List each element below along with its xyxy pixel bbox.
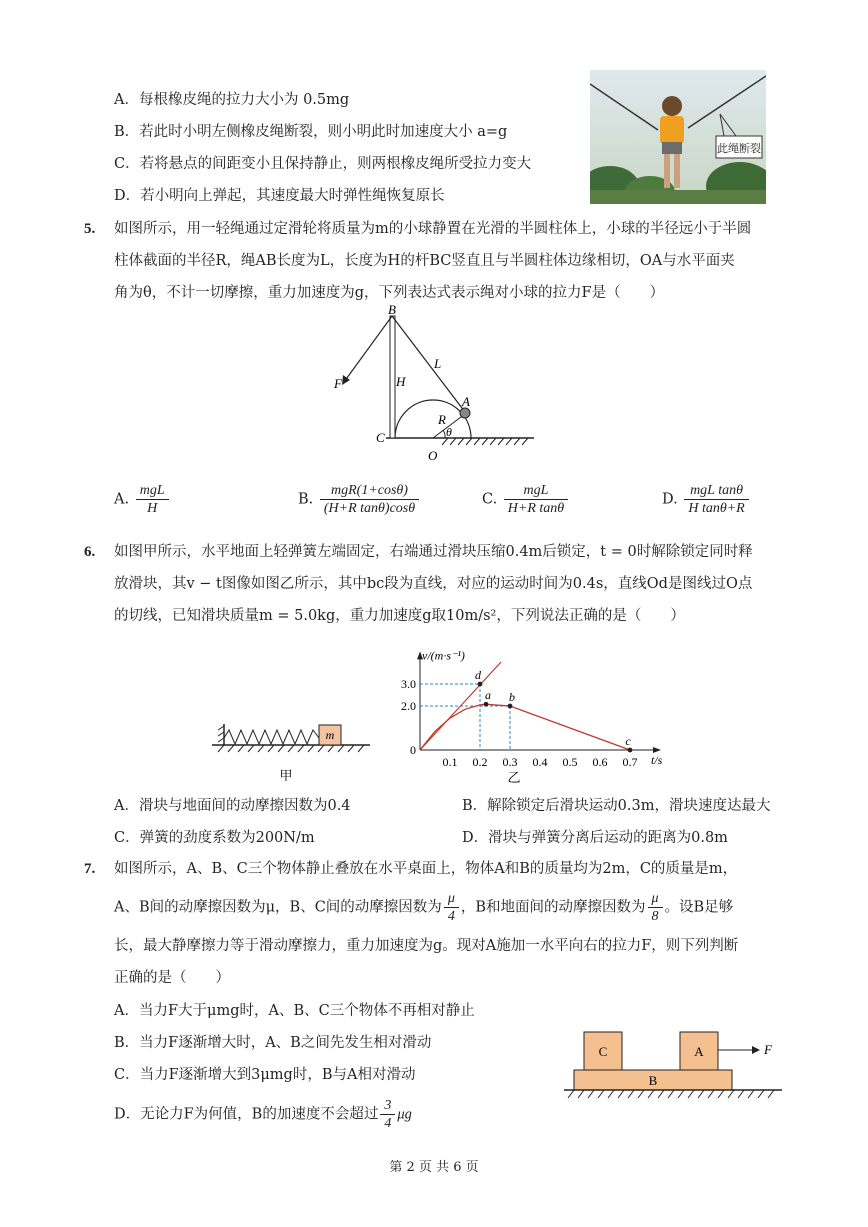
svg-text:A: A [462, 394, 470, 409]
point-label-a: a [485, 688, 491, 703]
x-tick-label: 0.5 [562, 755, 578, 769]
svg-text:R: R [438, 412, 446, 427]
bungee-photo [590, 70, 766, 204]
point-d [478, 682, 483, 687]
q5-line3: 角为θ，不计一切摩擦，重力加速度为g，下列表达式表示绳对小球的拉力F是（ ） [114, 285, 665, 301]
vt-curve [420, 704, 630, 750]
q7-option-d: D．无论力F为何值，B的加速度不会超过 $\frac{3}{4}$ μg [114, 1098, 412, 1131]
q7-line4: 正确的是（ ） [114, 970, 230, 986]
q5-figure [330, 302, 540, 464]
q5-option-d: D. $\frac{\text{mgL tanθ}}{\text{H tanθ+R}}$ [662, 482, 751, 517]
caption-jia: 甲 [279, 768, 293, 783]
y-tick-label: 3.0 [401, 677, 416, 691]
point-label-c: c [625, 734, 631, 748]
q7-line1: 如图所示，A、B、C三个物体静止叠放在水平桌面上，物体A和B的质量均为2m，C的质量是m， [114, 861, 738, 877]
point-label-b: b [509, 690, 515, 704]
x-tick-label: 0.7 [622, 755, 638, 769]
photo-callout: 此绳断裂 [717, 143, 761, 155]
q4-option-c: C．若将悬点的间距变小且保持静止，则两根橡皮绳所受拉力变大 [114, 156, 532, 172]
x-tick-label: 0.2 [472, 755, 488, 769]
svg-text:m: m [325, 728, 335, 742]
q5-option-b: B. $\frac{\text{mgR(1+cosθ)}}{\text{(H+R tanθ)cosθ}}$ [298, 482, 421, 517]
page-footer: 第 2 页 共 6 页 [389, 1160, 479, 1175]
x-tick-label: 0.6 [592, 755, 608, 769]
q5-option-c: C. $\frac{\text{mgL}}{\text{H+R tanθ}}$ [482, 482, 570, 517]
q6-spring-figure [210, 716, 380, 786]
svg-text:A: A [694, 1044, 704, 1059]
x-tick-label: 0.3 [502, 755, 518, 769]
q6-line2: 放滑块，其v − t图像如图乙所示，其中bc段为直线，对应的运动时间为0.4s，直线Od是图线过O点 [114, 576, 753, 592]
svg-text:B: B [388, 302, 396, 317]
point-c [628, 748, 633, 753]
q6-line1: 如图甲所示，水平地面上轻弹簧左端固定，右端通过滑块压缩0.4m后锁定，t = 0时解除锁定同时释 [114, 544, 753, 560]
q5-line1: 如图所示，用一轻绳通过定滑轮将质量为m的小球静置在光滑的半圆柱体上，小球的半径远小于半圆 [114, 221, 752, 237]
q7-line3: 长，最大静摩擦力等于滑动摩擦力，重力加速度为g。现对A施加一水平向右的拉力F，则下列判断 [114, 938, 739, 954]
q7-option-b: B．当力F逐渐增大时，A、B之间先发生相对滑动 [114, 1035, 432, 1051]
q7-option-c: C．当力F逐渐增大到3μmg时，B与A相对滑动 [114, 1067, 416, 1083]
q7-number: 7. [84, 861, 96, 877]
svg-text:C: C [598, 1044, 608, 1059]
x-axis-label: t/s [651, 753, 663, 767]
q7-line2: A、B间的动摩擦因数为μ，B、C间的动摩擦因数为 $\frac{\mu}{4}$ ，B和地面间的动摩擦因数为 $\frac{\mu}{8}$ 。设B足够 [114, 891, 734, 924]
q6-line3: 的切线，已知滑块质量m = 5.0kg，重力加速度g取10m/s²，下列说法正确的是（ ） [114, 608, 685, 624]
q6-option-b: B．解除锁定后滑块运动0.3m，滑块速度达最大 [462, 798, 771, 814]
y-axis-label: v/(m·s⁻¹) [422, 648, 465, 663]
svg-text:B: B [648, 1073, 658, 1088]
q7-option-a: A．当力F大于μmg时，A、B、C三个物体不再相对静止 [114, 1003, 475, 1019]
vt-chart [392, 632, 664, 784]
point-a [484, 702, 489, 707]
x-tick-label: 0.4 [532, 755, 548, 769]
point-label-d: d [475, 668, 481, 682]
x-tick-label: 0.1 [442, 755, 458, 769]
q6-option-a: A．滑块与地面间的动摩擦因数为0.4 [114, 798, 351, 814]
q6-number: 6. [84, 544, 96, 560]
svg-text:F: F [764, 1042, 772, 1057]
y-tick-label: 0 [410, 743, 416, 757]
ground-hatch [442, 438, 528, 445]
svg-text:O: O [428, 448, 438, 463]
q4-option-b: B．若此时小明左侧橡皮绳断裂，则小明此时加速度大小 a=g [114, 124, 508, 140]
q6-option-c: C．弹簧的劲度系数为200N/m [114, 830, 315, 846]
svg-text:C: C [376, 430, 385, 445]
q6-option-d: D．滑块与弹簧分离后运动的距离为0.8m [462, 830, 728, 846]
svg-text:F: F [334, 376, 342, 391]
q4-option-a: A．每根橡皮绳的拉力大小为 0.5mg [114, 92, 350, 108]
svg-text:θ: θ [446, 425, 452, 439]
point-b [508, 704, 513, 709]
q5-line2: 柱体截面的半径R，绳AB长度为L，长度为H的杆BC竖直且与半圆柱体边缘相切，OA与水平面夹 [114, 253, 735, 269]
q4-option-d: D．若小明向上弹起，其速度最大时弹性绳恢复原长 [114, 188, 445, 204]
q5-number: 5. [84, 221, 96, 237]
svg-text:H: H [396, 374, 406, 389]
svg-text:L: L [434, 356, 442, 371]
y-tick-label: 2.0 [401, 699, 416, 713]
q5-option-a: A. $\frac{\text{mgL}}{H}$ [114, 482, 171, 517]
q7-figure [564, 1028, 786, 1104]
caption-yi: 乙 [507, 770, 521, 784]
